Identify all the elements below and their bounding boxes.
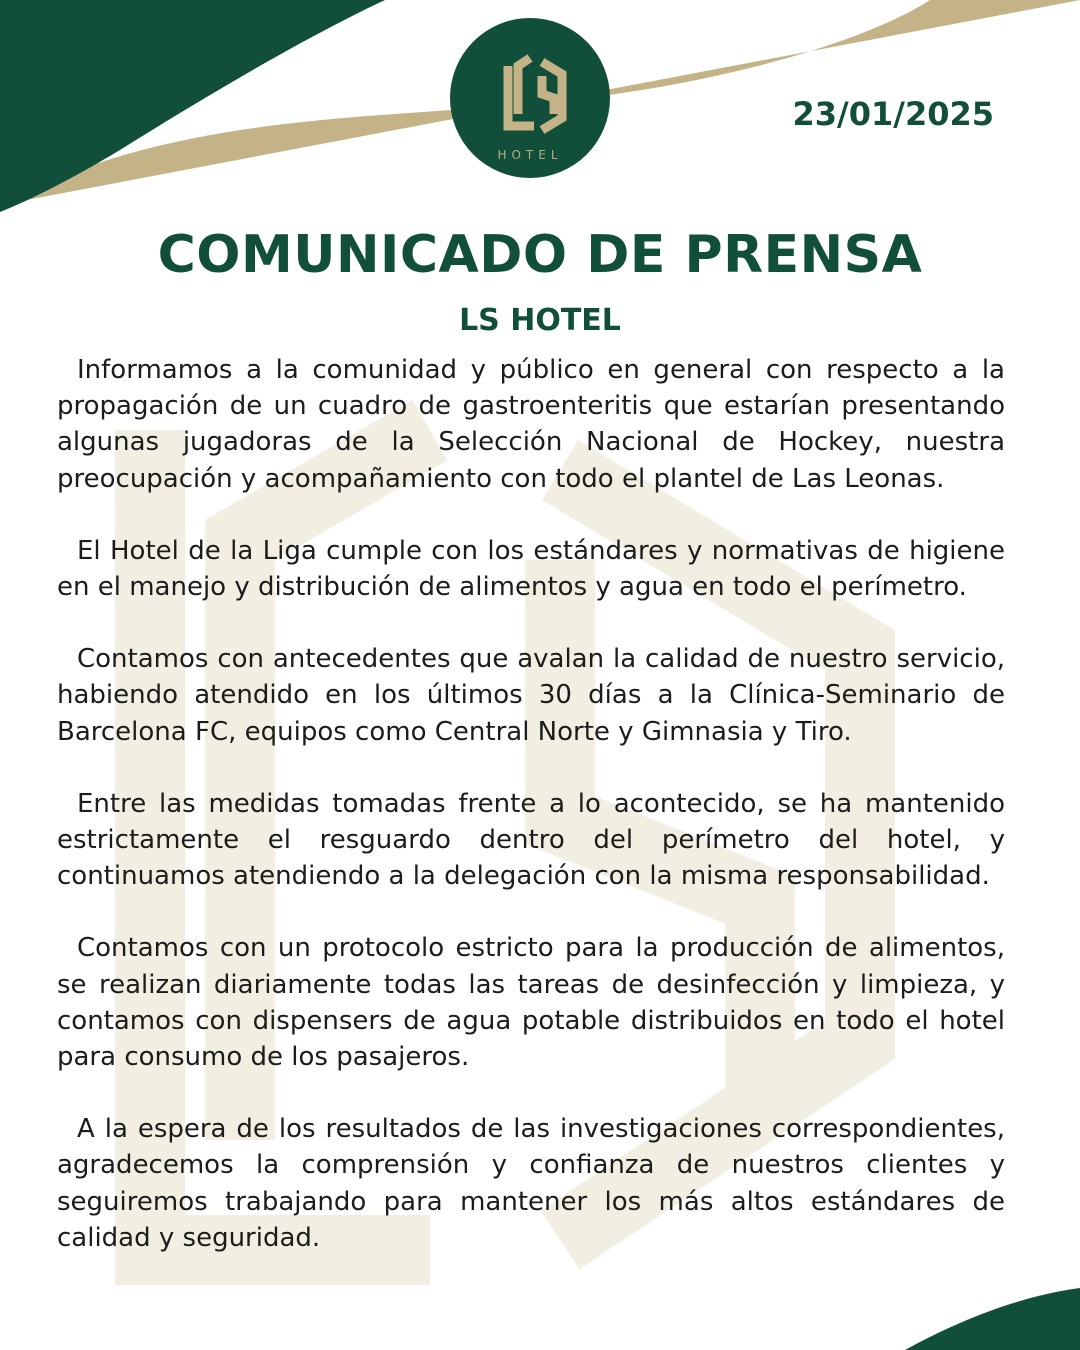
paragraph: Informamos a la comunidad y público en general con respecto a la propagación de un cuadro de gastroenteritis que estarían presentando algunas jugadoras de la Selección Nacional de Hockey, nuestra preocupación y acompañamiento con todo el plantel de Las Leonas. [57, 355, 1005, 494]
release-date: 23/01/2025 [792, 95, 994, 133]
green-swoosh-bottom [905, 1288, 1080, 1350]
paragraph: Entre las medidas tomadas frente a lo acontecido, se ha mantenido estrictamente el resguardo dentro del perímetro del hotel, y continuamos atendiendo a la delegación con la misma responsabilidad. [57, 788, 1005, 892]
paragraph: El Hotel de la Liga cumple con los estándares y normativas de higiene en el manejo y distribución de alimentos y agua en todo el perímetro. [57, 535, 1005, 603]
paragraph: A la espera de los resultados de las investigaciones correspondientes, agradecemos la comprensión y confianza de nuestros clientes y seguiremos trabajando para mantener los más altos estándares de calidad y seguridad. [57, 1114, 1005, 1253]
green-swoosh-top [0, 0, 385, 212]
document-subtitle: LS HOTEL [459, 303, 621, 338]
logo-wordmark: HOTEL [497, 148, 563, 162]
document-title: COMUNICADO DE PRENSA [157, 225, 923, 285]
hotel-logo [450, 18, 610, 178]
paragraph: Contamos con antecedentes que avalan la calidad de nuestro servicio, habiendo atendido en los últimos 30 días a la Clínica-Seminario de Barcelona FC, equipos como Central Norte y Gimnasia y Tiro. [57, 644, 1005, 747]
paragraph: Contamos con un protocolo estricto para la producción de alimentos, se realizan diariamente todas las tareas de desinfección y limpieza, y contamos con dispensers de agua potable distribuidos en todo el hotel para consumo de los pasajeros. [57, 933, 1005, 1073]
document-body [57, 352, 1005, 1256]
